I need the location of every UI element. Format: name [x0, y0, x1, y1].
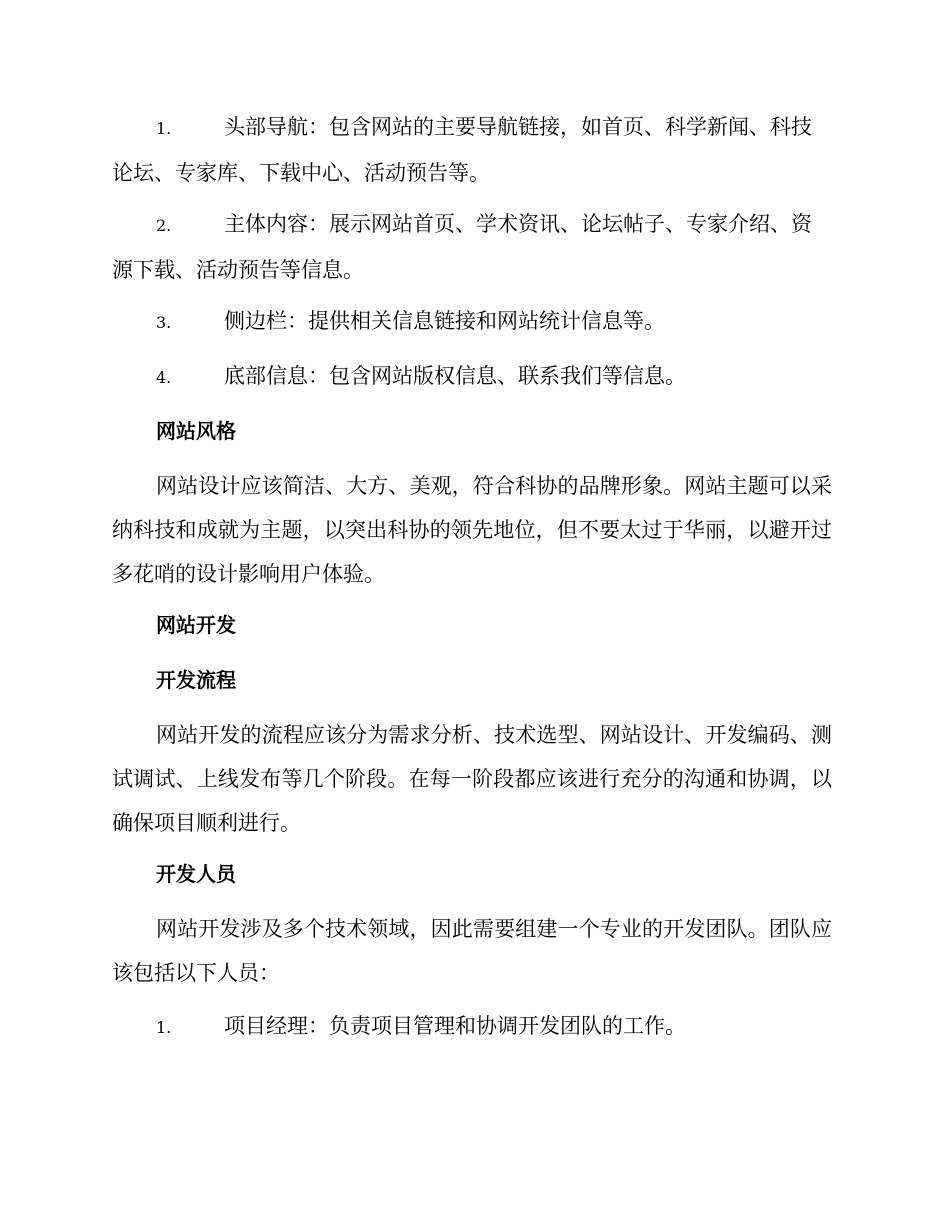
layout-list-item-3 — [112, 299, 832, 345]
list-number: 3. — [156, 313, 172, 332]
list-number: 1. — [156, 1018, 172, 1037]
layout-list-item-1 — [112, 105, 832, 195]
people-list-item-1 — [112, 1004, 832, 1050]
section-heading-people: 开发人员 — [156, 862, 236, 886]
list-item-text: 头部导航：包含网站的主要导航链接，如首页、科学新闻、科技论坛、专家库、下载中心、活动预告等。 — [112, 115, 812, 185]
list-item-text: 侧边栏：提供相关信息链接和网站统计信息等。 — [224, 309, 665, 333]
list-number: 4. — [156, 368, 172, 387]
list-number: 2. — [156, 216, 172, 235]
list-item-text: 主体内容：展示网站首页、学术资讯、论坛帖子、专家介绍、资源下载、活动预告等信息。 — [112, 212, 812, 282]
section-heading-process: 开发流程 — [156, 668, 236, 692]
section-heading-development: 网站开发 — [156, 613, 236, 637]
list-number: 1. — [156, 119, 172, 138]
people-paragraph: 网站开发涉及多个技术领域，因此需要组建一个专业的开发团队。团队应该包括以下人员： — [112, 917, 832, 985]
layout-list-item-4 — [112, 354, 832, 400]
list-item-text: 底部信息：包含网站版权信息、联系我们等信息。 — [224, 364, 686, 388]
layout-list-item-2 — [112, 202, 832, 292]
style-paragraph: 网站设计应该简洁、大方、美观，符合科协的品牌形象。网站主题可以采纳科技和成就为主题，以突出科协的领先地位，但不要太过于华丽，以避开过多花哨的设计影响用户体验。 — [112, 474, 832, 586]
list-item-text: 项目经理：负责项目管理和协调开发团队的工作。 — [224, 1014, 686, 1038]
section-heading-style: 网站风格 — [156, 419, 236, 443]
process-paragraph: 网站开发的流程应该分为需求分析、技术选型、网站设计、开发编码、测试调试、上线发布等几个阶段。在每一阶段都应该进行充分的沟通和协调，以确保项目顺利进行。 — [112, 723, 832, 835]
